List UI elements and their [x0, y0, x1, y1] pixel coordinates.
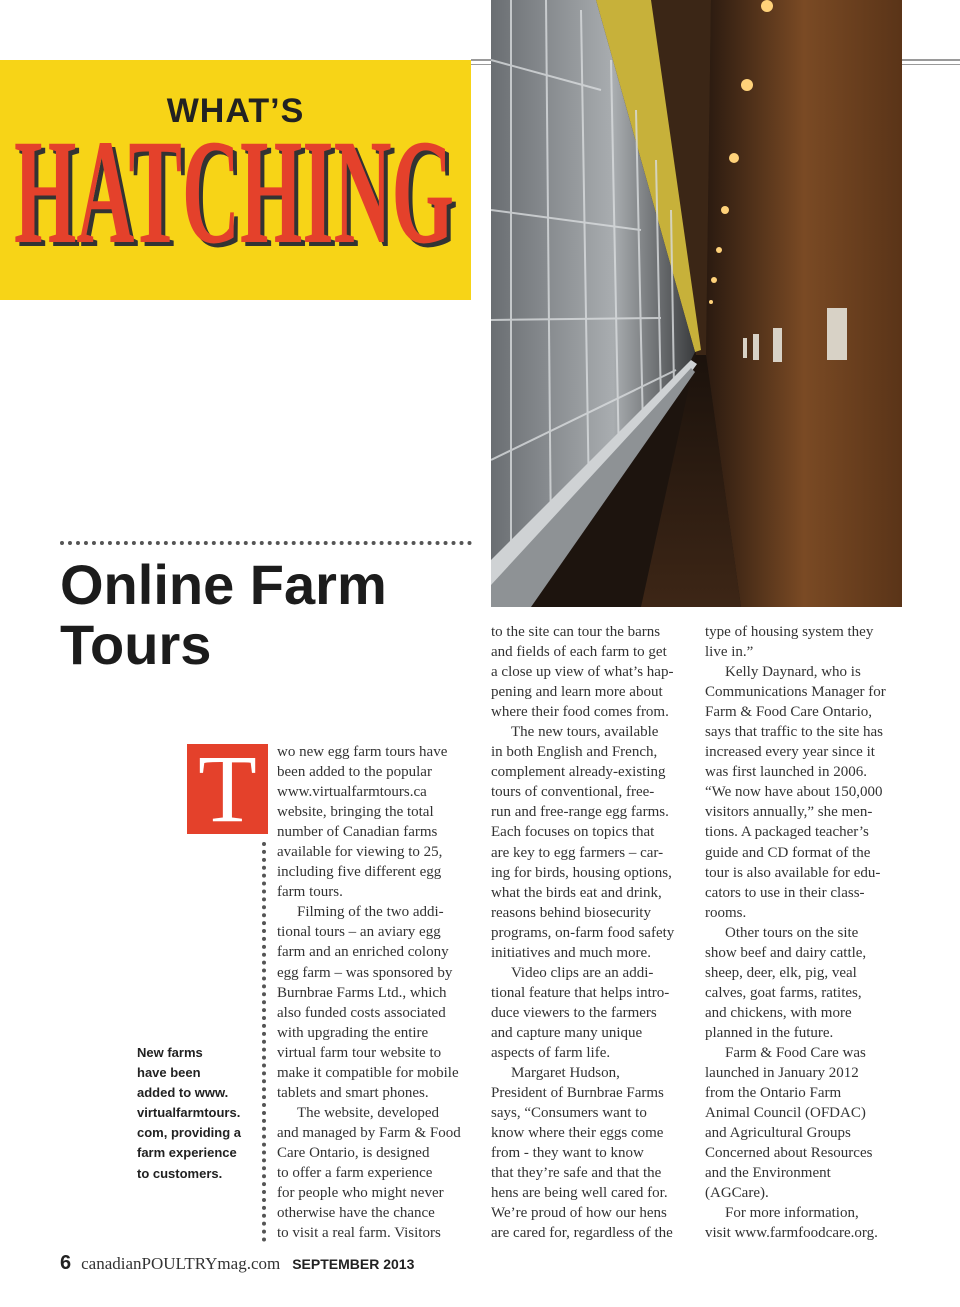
- article-text-line: Each focuses on topics that: [491, 824, 655, 841]
- article-text-line: also funded costs associated: [277, 1004, 446, 1021]
- article-text-line: Care Ontario, is designed: [277, 1144, 430, 1161]
- article-text-line: from the Ontario Farm: [705, 1085, 842, 1102]
- article-text-line: We’re proud of how our hens: [491, 1205, 667, 1222]
- article-text-line: number of Canadian farms: [277, 824, 438, 841]
- article-text-line: Animal Council (OFDAC): [705, 1105, 866, 1122]
- article-text-line: rooms.: [705, 904, 747, 921]
- article-text-line: are key to egg farmers – car-: [491, 844, 664, 861]
- article-text-line: For more information,: [725, 1205, 859, 1222]
- article-text-line: where their food comes from.: [491, 704, 669, 721]
- article-text-line: The new tours, available: [511, 724, 659, 741]
- article-text-line: type of housing system they: [705, 624, 874, 640]
- caption-line: New farms: [137, 1045, 203, 1060]
- article-text-line: farm and an enriched colony: [277, 944, 449, 961]
- article-column-1: [277, 742, 475, 1243]
- article-text-line: and the Environment: [705, 1165, 831, 1182]
- article-text-line: tional feature that helps intro-: [491, 984, 670, 1001]
- article-text-line: and chickens, with more: [705, 1004, 852, 1021]
- article-text-line: tions. A packaged teacher’s: [705, 824, 869, 841]
- article-text-line: for people who might never: [277, 1185, 444, 1202]
- article-text-line: otherwise have the chance: [277, 1205, 435, 1222]
- article-text-line: that they’re safe and that the: [491, 1165, 662, 1182]
- article-text-line: sheep, deer, elk, pig, veal: [705, 964, 857, 981]
- article-text-line: Burnbrae Farms Ltd., which: [277, 984, 447, 1001]
- article-text-line: Margaret Hudson,: [511, 1065, 620, 1082]
- article-text-line: wo new egg farm tours have: [277, 744, 448, 760]
- top-rule-right: [902, 59, 960, 61]
- article-text-line: The website, developed: [297, 1104, 440, 1121]
- article-text-line: and Agricultural Groups: [705, 1125, 851, 1142]
- article-title-line1: Online Farm: [60, 553, 387, 616]
- article-title-line2: Tours: [60, 613, 212, 676]
- footer-issue-date: SEPTEMBER 2013: [292, 1256, 415, 1272]
- article-text-line: and capture many unique: [491, 1024, 643, 1041]
- article-text-line: farm tours.: [277, 884, 343, 901]
- article-text-line: complement already-existing: [491, 764, 666, 781]
- article-text-line: virtual farm tour website to: [277, 1044, 442, 1061]
- article-text-line: visit www.farmfoodcare.org.: [705, 1225, 878, 1242]
- top-rule-left-thin: [471, 64, 491, 65]
- article-text-line: says, “Consumers want to: [491, 1105, 647, 1122]
- article-text-line: tablets and smart phones.: [277, 1084, 429, 1101]
- article-text-line: Concerned about Resources: [705, 1145, 873, 1162]
- drop-cap-letter: T: [198, 735, 257, 842]
- section-kicker: WHAT’S: [166, 92, 305, 130]
- article-text-line: duce viewers to the farmers: [491, 1004, 657, 1021]
- caption-line: virtualfarmtours.: [137, 1105, 241, 1121]
- article-text-line: egg farm – was sponsored by: [277, 964, 453, 981]
- photo-caption: [137, 1043, 252, 1184]
- article-text-line: from - they want to know: [491, 1145, 644, 1162]
- article-text-line: launched in January 2012: [705, 1065, 859, 1082]
- section-title-shadow: HATCHING: [18, 122, 459, 262]
- article-text-line: aspects of farm life.: [491, 1044, 611, 1061]
- article-text-line: to visit a real farm. Visitors: [277, 1225, 441, 1242]
- caption-line: have been: [137, 1065, 201, 1081]
- article-text-line: to the site can tour the barns: [491, 624, 661, 640]
- page-footer: [60, 1252, 414, 1276]
- article-text-line: planned in the future.: [705, 1024, 834, 1041]
- article-text-line: ing for birds, housing options,: [491, 864, 672, 881]
- article-text-line: in both English and French,: [491, 744, 658, 761]
- article-text-line: tour is also available for edu-: [705, 864, 881, 881]
- section-title-text: HATCHING: [14, 122, 455, 262]
- article-text-line: Farm & Food Care Ontario,: [705, 704, 873, 721]
- article-text-line: tional tours – an aviary egg: [277, 924, 441, 941]
- article-text-line: pening and learn more about: [491, 684, 663, 701]
- article-text-line: to offer a farm experience: [277, 1164, 433, 1181]
- article-text-line: and managed by Farm & Food: [277, 1124, 461, 1141]
- article-text-line: “We now have about 150,000: [705, 784, 883, 801]
- column-dotted-separator: [262, 842, 266, 1242]
- article-text-line: says that traffic to the site has: [705, 724, 884, 741]
- article-text-line: www.virtualfarmtours.ca: [277, 784, 427, 801]
- article-text-line: cators to use in their class-: [705, 884, 865, 901]
- article-text-line: and fields of each farm to get: [491, 644, 667, 661]
- article-text-line: are cared for, regardless of the: [491, 1225, 673, 1242]
- article-text-line: Farm & Food Care was: [725, 1044, 866, 1061]
- article-text-line: increased every year since it: [705, 744, 875, 761]
- section-title-hatching: [14, 122, 464, 262]
- article-text-line: show beef and dairy cattle,: [705, 944, 867, 961]
- article-text-line: (AGCare).: [705, 1185, 769, 1202]
- article-text-line: tours of conventional, free-: [491, 784, 655, 801]
- article-text-line: Video clips are an addi-: [511, 964, 654, 981]
- top-rule-left: [471, 59, 491, 61]
- article-text-line: know where their eggs come: [491, 1125, 664, 1142]
- article-text-line: calves, goat farms, ratites,: [705, 984, 862, 1001]
- article-text-line: make it compatible for mobile: [277, 1064, 459, 1081]
- article-text-line: initiatives and much more.: [491, 944, 651, 961]
- footer-website: canadianPOULTRYmag.com: [81, 1254, 281, 1273]
- article-text-line: a close up view of what’s hap-: [491, 664, 674, 681]
- caption-line: added to www.: [137, 1085, 229, 1101]
- caption-line: com, providing a: [137, 1125, 242, 1141]
- article-text-line: website, bringing the total: [277, 804, 434, 821]
- article-column-2: [491, 622, 691, 1243]
- article-text-line: available for viewing to 25,: [277, 844, 443, 861]
- barn-corridor-photo: [491, 0, 902, 607]
- article-text-line: reasons behind biosecurity: [491, 904, 651, 921]
- drop-cap: [187, 735, 268, 842]
- article-text-line: Communications Manager for: [705, 684, 886, 701]
- caption-line: to customers.: [137, 1165, 223, 1181]
- article-text-line: run and free-range egg farms.: [491, 804, 669, 821]
- caption-line: farm experience: [137, 1145, 237, 1161]
- article-text-line: with upgrading the entire: [277, 1024, 429, 1041]
- article-text-line: live in.”: [705, 644, 754, 661]
- article-text-line: what the birds eat and drink,: [491, 884, 662, 901]
- article-text-line: Filming of the two addi-: [297, 904, 444, 921]
- article-text-line: Kelly Daynard, who is: [725, 664, 861, 681]
- article-title: [60, 555, 480, 675]
- article-text-line: including five different egg: [277, 864, 442, 881]
- article-text-line: programs, on-farm food safety: [491, 924, 675, 941]
- top-rule-right-thin: [902, 64, 960, 65]
- article-text-line: guide and CD format of the: [705, 844, 871, 861]
- article-text-line: was first launched in 2006.: [705, 764, 868, 781]
- article-column-3: [705, 622, 905, 1243]
- article-text-line: President of Burnbrae Farms: [491, 1085, 664, 1102]
- page-number: 6: [60, 1252, 72, 1274]
- article-text-line: visitors annually,” she men-: [705, 804, 873, 821]
- article-text-line: been added to the popular: [277, 764, 432, 781]
- article-text-line: hens are being well cared for.: [491, 1185, 668, 1202]
- article-text-line: Other tours on the site: [725, 924, 859, 941]
- title-dotted-rule: [60, 541, 472, 545]
